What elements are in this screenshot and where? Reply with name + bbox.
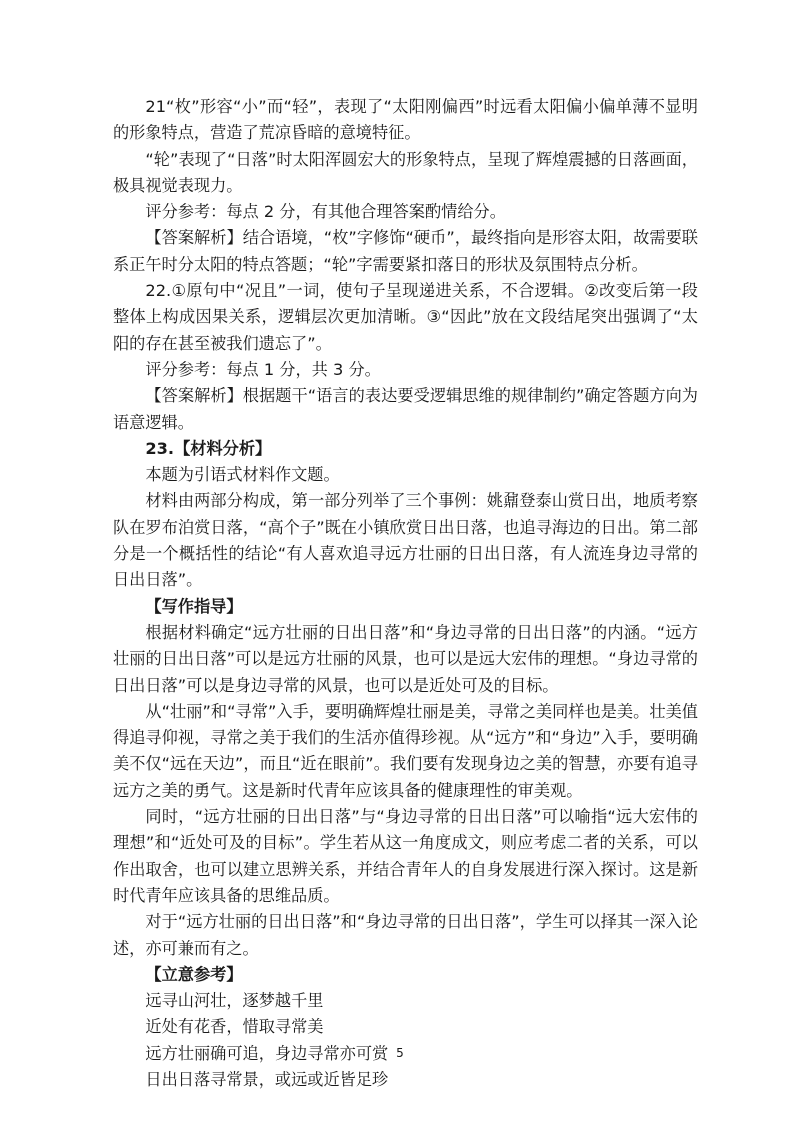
answer-22: 22.①原句中“况且”一词，使句子呈现递进关系，不合逻辑。②改变后第一段整体上构成因果关系，逻辑层次更加清晰。③“因此”放在文段结尾突出强调了“太阳的存在甚至被我们遗忘了”。 <box>113 281 698 353</box>
theme-reference-line: 远寻山河壮，逐梦越千里 <box>145 991 324 1011</box>
theme-reference-line: 近处有花香，惜取寻常美 <box>145 1017 324 1037</box>
page-content <box>113 94 698 1093</box>
heading-23-material-analysis: 23.【材料分析】 <box>145 438 272 458</box>
scoring-21: 评分参考：每点 2 分，有其他合理答案酌情给分。 <box>145 202 506 222</box>
question-type: 本题为引语式材料作文题。 <box>145 465 340 485</box>
guidance-choice: 对于“远方壮丽的日出日落”和“身边寻常的日出日落”，学生可以择其一深入论述，亦可兼而有之。 <box>113 912 698 958</box>
theme-reference-line: 远方壮丽确可追，身边寻常亦可赏 <box>145 1043 389 1063</box>
guidance-metaphor: 同时，“远方壮丽的日出日落”与“身边寻常的日出日落”可以喻指“远大宏伟的理想”和“近处可及的目标”。学生若从这一角度成文，则应考虑二者的关系，可以作出取舍，也可以建立思辨关系，并结合青年人的自身发展进行深入探讨。这是新时代青年应该具备的思维品质。 <box>113 807 698 905</box>
heading-theme-reference: 【立意参考】 <box>145 964 243 984</box>
heading-writing-guidance: 【写作指导】 <box>145 596 243 616</box>
answer-21-lun: “轮”表现了“日落”时太阳浑圆宏大的形象特点，呈现了辉煌震撼的日落画面，极具视觉表现力。 <box>113 149 698 195</box>
answer-21-mei: 21“枚”形容“小”而“轻”，表现了“太阳刚偏西”时远看太阳偏小偏单薄不显明的形象特点，营造了荒凉昏暗的意境特征。 <box>113 97 698 143</box>
scoring-22: 评分参考：每点 1 分，共 3 分。 <box>145 359 381 379</box>
analysis-21: 【答案解析】结合语境，“枚”字修饰“硬币”，最终指向是形容太阳，故需要联系正午时分太阳的特点答题；“轮”字需要紧扣落日的形状及氛围特点分析。 <box>113 228 698 274</box>
analysis-22: 【答案解析】根据题干“语言的表达要受逻辑思维的规律制约”确定答题方向为语意逻辑。 <box>113 386 698 432</box>
page-number: 5 <box>396 1046 404 1060</box>
guidance-meaning: 根据材料确定“远方壮丽的日出日落”和“身边寻常的日出日落”的内涵。“远方壮丽的日出日落”可以是远方壮丽的风景，也可以是远大宏伟的理想。“身边寻常的日出日落”可以是身边寻常的风景，也可以是近处可及的目标。 <box>113 622 698 695</box>
guidance-aesthetic: 从“壮丽”和“寻常”入手，要明确辉煌壮丽是美，寻常之美同样也是美。壮美值得追寻仰视，寻常之美于我们的生活亦值得珍视。从“远方”和“身边”入手，要明确美不仅“远在天边”，而且“近在眼前”。我们要有发现身边之美的智慧，亦要有追寻远方之美的勇气。这是新时代青年应该具备的健康理性的审美观。 <box>113 701 698 800</box>
theme-reference-line: 日出日落寻常景，或远或近皆足珍 <box>145 1069 389 1089</box>
material-composition: 材料由两部分构成，第一部分列举了三个事例：姚鼐登泰山赏日出，地质考察队在罗布泊赏日落，“高个子”既在小镇欣赏日出日落，也追寻海边的日出。第二部分是一个概括性的结论“有人喜欢追寻远方壮丽的日出日落，有人流连身边寻常的日出日落”。 <box>113 491 698 590</box>
